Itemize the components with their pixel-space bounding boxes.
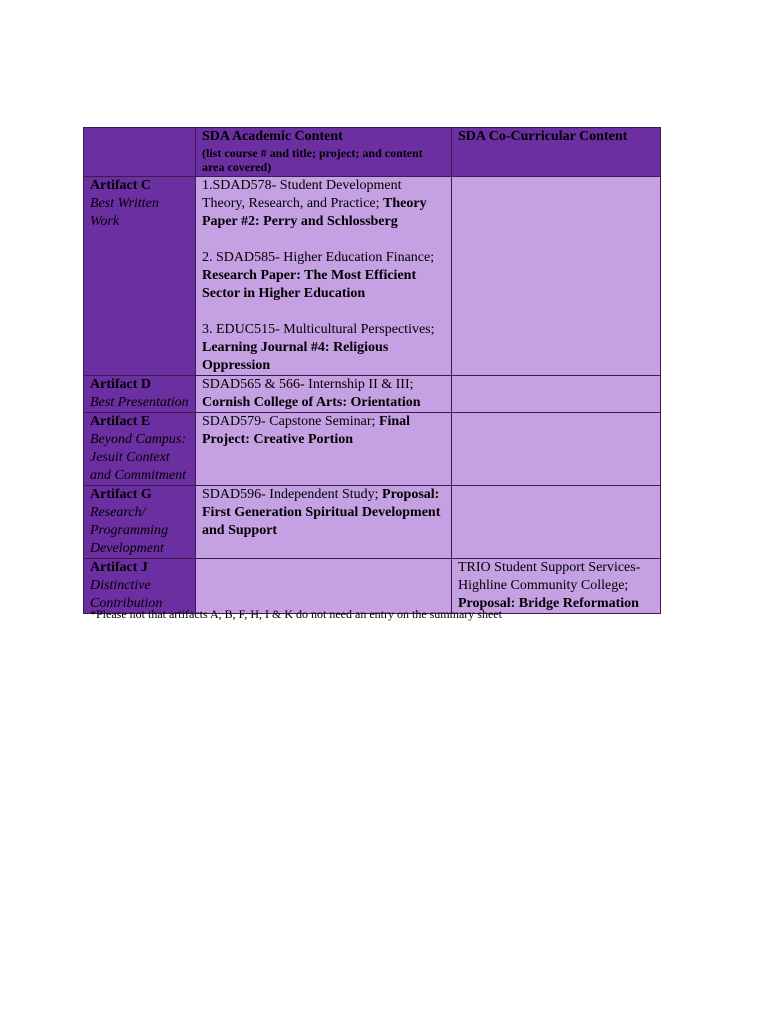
artifact-title: Artifact C [90,178,152,193]
academic-entry [202,413,447,449]
table-row [84,559,661,614]
cocurricular-content-cell [452,413,661,486]
academic-content-subheading: (list course # and title; project; and content area covered) [202,146,423,174]
course-text: SDAD579- Capstone Seminar; [202,414,379,429]
project-title: Proposal: First Generation Spiritual Development and Support [202,487,441,538]
cocurricular-project-title: Proposal: Bridge Reformation [458,596,639,611]
artifact-subtitle: Research/ Programming Development [90,505,169,556]
header-empty-cell [84,128,196,177]
academic-content-heading: SDA Academic Content [202,129,343,144]
academic-entry [202,321,447,375]
artifact-label-cell [84,376,196,413]
course-text: 2. SDAD585- Higher Education Finance; [202,250,435,265]
cocurricular-content-cell [452,177,661,376]
academic-content-cell [196,413,452,486]
academic-content-cell [196,376,452,413]
header-academic-cell [196,128,452,177]
artifact-subtitle: Best Written Work [90,196,159,229]
academic-content-cell [196,177,452,376]
project-title: Research Paper: The Most Efficient Sector in Higher Education [202,268,417,301]
project-title: Learning Journal #4: Religious Oppression [202,340,389,373]
project-title: Cornish College of Arts: Orientation [202,395,421,410]
course-text: 1.SDAD578- Student Development Theory, Research, and Practice; [202,178,402,211]
academic-entry [202,177,447,231]
table-row [84,376,661,413]
academic-content-cell [196,559,452,614]
academic-content-cell [196,486,452,559]
academic-entry [202,249,447,303]
artifact-title: Artifact J [90,560,148,575]
artifact-title: Artifact D [90,377,152,392]
cocurricular-content-cell [452,486,661,559]
table-row [84,486,661,559]
cocurricular-text: TRIO Student Support Services- Highline Community College; [458,560,641,593]
table-row [84,413,661,486]
artifact-label-cell [84,486,196,559]
artifact-title: Artifact E [90,414,151,429]
project-title: Theory Paper #2: Perry and Schlossberg [202,196,427,229]
artifact-label-cell [84,559,196,614]
artifact-label-cell [84,177,196,376]
footnote: *Please not that artifacts A, B, F, H, I & K do not need an entry on the summary sheet [90,607,502,621]
table-body [84,177,661,614]
cocurricular-content-cell [452,376,661,413]
artifact-label-cell [84,413,196,486]
project-title: Final Project: Creative Portion [202,414,411,447]
header-cocurricular-cell [452,128,661,177]
artifact-subtitle: Beyond Campus: Jesuit Context and Commitment [90,432,187,483]
academic-entry [202,486,447,540]
course-text: 3. EDUC515- Multicultural Perspectives; [202,322,435,337]
artifact-subtitle: Best Presentation [90,395,189,410]
course-text: SDAD596- Independent Study; [202,487,383,502]
course-text: SDAD565 & 566- Internship II & III; [202,377,414,392]
cocurricular-content-cell [452,559,661,614]
table-header-row [84,128,661,177]
table-row [84,177,661,376]
artifact-subtitle: Distinctive Contribution [90,578,163,611]
academic-entry [202,376,447,412]
cocurricular-content-heading: SDA Co-Curricular Content [458,129,628,144]
artifact-summary-table [83,127,661,614]
artifact-title: Artifact G [90,487,152,502]
